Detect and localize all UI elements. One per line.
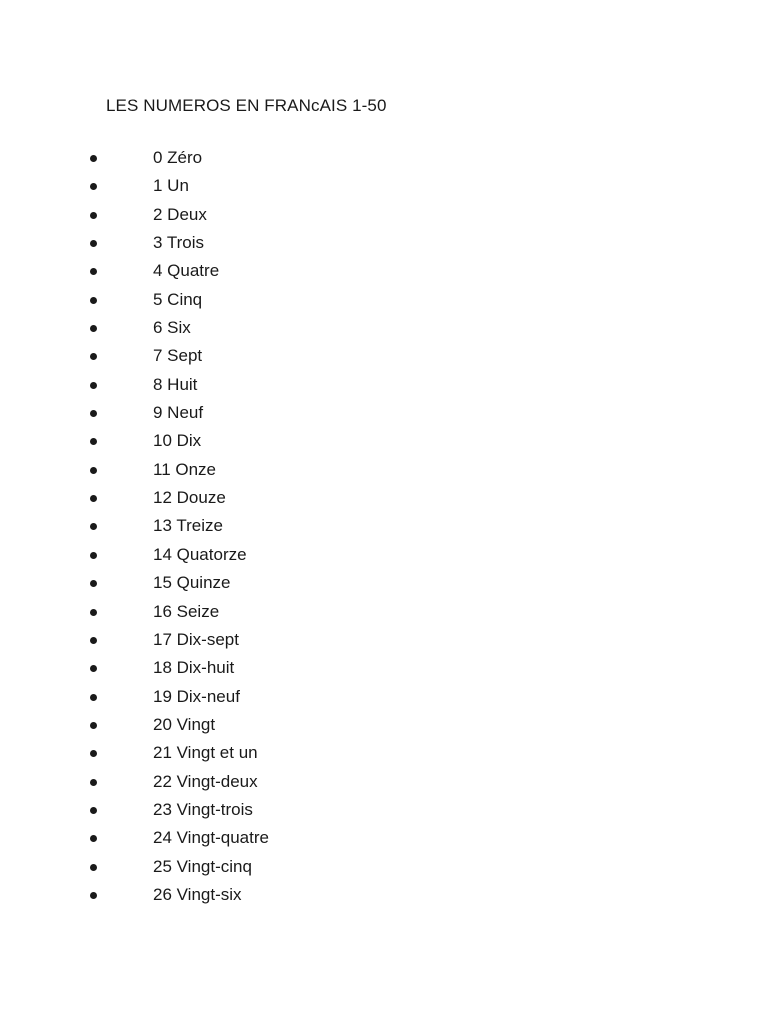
list-item [0,514,400,542]
bullet-icon [90,779,97,786]
list-item [0,628,400,656]
list-item [0,685,400,713]
bullet-icon [90,580,97,587]
bullet-icon [90,467,97,474]
bullet-icon [90,240,97,247]
bullet-icon [90,495,97,502]
list-item [0,883,400,911]
list-item-text: 20 Vingt [153,714,216,734]
list-item-text: 12 Douze [153,488,226,508]
list-item-text: 7 Sept [153,346,203,366]
bullet-icon [90,552,97,559]
bullet-icon [90,609,97,616]
list-item-text: 3 Trois [153,233,205,253]
list-item-text: 2 Deux [153,204,207,224]
list-item-text: 25 Vingt-cinq [153,856,252,876]
list-item [0,146,400,174]
bullet-icon [90,637,97,644]
list-item-text: 4 Quatre [153,261,220,281]
bullet-icon [90,212,97,219]
list-item-text: 16 Seize [153,601,220,621]
list-item-text: 21 Vingt et un [153,743,258,763]
list-item-text: 1 Un [153,176,189,196]
list-item-text: 26 Vingt-six [153,884,242,904]
bullet-icon [90,523,97,530]
list-item-text: 0 Zéro [153,148,203,167]
bullet-icon [90,410,97,417]
list-item-text: 14 Quatorze [153,544,247,564]
list-item [0,316,400,344]
list-item-text: 9 Neuf [153,403,204,423]
bullet-icon [90,835,97,842]
list-item [0,798,400,826]
bullet-icon [90,325,97,332]
list-item [0,174,400,202]
list-item-text: 13 Treize [153,516,223,536]
list-item [0,770,400,798]
list-item [0,855,400,883]
list-item-text: 22 Vingt-deux [153,771,258,791]
bullet-icon [90,438,97,445]
list-item [0,373,400,401]
bullet-icon [90,183,97,190]
list-item-text: 5 Cinq [153,289,203,309]
bullet-icon [90,297,97,304]
list-item [0,203,400,231]
bullet-icon [90,268,97,275]
list-item [0,231,400,259]
bullet-icon [90,750,97,757]
list-item-text: 8 Huit [153,374,198,394]
number-list [0,146,400,911]
bullet-icon [90,155,97,162]
bullet-icon [90,722,97,729]
list-item [0,401,400,429]
list-item-text: 18 Dix-huit [153,658,235,678]
bullet-icon [90,353,97,360]
document-title: LES NUMEROS EN FRANcAIS 1-50 [106,96,387,115]
bullet-icon [90,807,97,814]
list-item [0,288,400,316]
list-item-text: 6 Six [153,318,191,338]
list-item-text: 17 Dix-sept [153,629,239,649]
bullet-icon [90,892,97,899]
list-item [0,600,400,628]
bullet-icon [90,665,97,672]
list-item [0,458,400,486]
list-item [0,571,400,599]
list-item-text: 15 Quinze [153,573,231,593]
list-item-text: 10 Dix [153,431,202,451]
list-item [0,826,400,854]
list-item-text: 11 Onze [153,459,217,479]
list-item [0,656,400,684]
bullet-icon [90,864,97,871]
list-item [0,429,400,457]
bullet-icon [90,694,97,701]
list-item-text: 24 Vingt-quatre [153,828,269,848]
list-item [0,713,400,741]
list-item [0,543,400,571]
list-item-text: 23 Vingt-trois [153,799,253,819]
list-item [0,344,400,372]
list-item [0,741,400,769]
list-item [0,486,400,514]
bullet-icon [90,382,97,389]
list-item [0,259,400,287]
list-item-text: 19 Dix-neuf [153,686,240,706]
